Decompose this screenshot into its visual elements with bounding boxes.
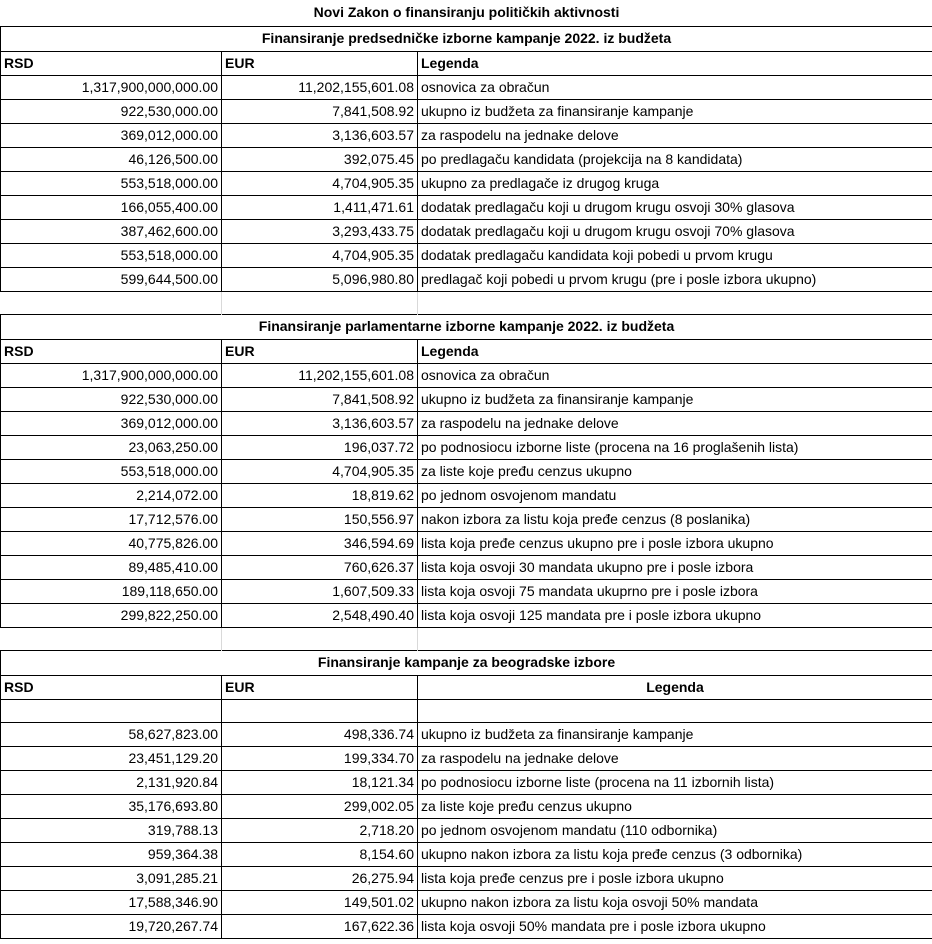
table-row [1,363,932,387]
table-row [1,435,932,459]
cell-legend[interactable]: za raspodelu na jednake delove [418,746,932,770]
cell-rsd[interactable]: 959,364.38 [1,842,222,866]
table-row [1,171,932,195]
column-header-rsd[interactable]: RSD [1,339,222,363]
cell-eur[interactable] [222,699,418,722]
cell-eur[interactable]: 4,704,905.35 [222,243,418,267]
column-header-legend[interactable]: Legenda [418,339,932,363]
spacer-row [1,627,932,650]
cell-legend[interactable]: po podnosiocu izborne liste (procena na 11 izbornih lista) [418,770,932,794]
cell-rsd[interactable]: 17,712,576.00 [1,507,222,531]
cell-eur[interactable]: 760,626.37 [222,555,418,579]
cell-legend[interactable]: ukupno nakon izbora za listu koja pređe cenzus (3 odbornika) [418,842,932,866]
section-heading-row [1,314,932,339]
column-header-eur[interactable]: EUR [222,675,418,699]
cell-legend[interactable]: po jednom osvojenom mandatu [418,483,932,507]
cell-eur[interactable]: 167,622.36 [222,914,418,938]
cell-legend[interactable]: ukupno nakon izbora za listu koja osvoji 50% mandata [418,890,932,914]
cell-eur[interactable]: 4,704,905.35 [222,171,418,195]
cell-legend[interactable]: dodatak predlagaču kandidata koji pobedi u prvom krugu [418,243,932,267]
cell-legend[interactable]: po predlagaču kandidata (projekcija na 8 kandidata) [418,147,932,171]
cell-eur[interactable]: 8,154.60 [222,842,418,866]
cell-rsd[interactable]: 553,518,000.00 [1,243,222,267]
table-row [1,267,932,291]
cell-eur[interactable]: 150,556.97 [222,507,418,531]
cell-eur[interactable]: 346,594.69 [222,531,418,555]
cell-legend[interactable]: za raspodelu na jednake delove [418,411,932,435]
empty-cell[interactable] [1,291,222,314]
cell-legend[interactable]: za liste koje pređu cenzus ukupno [418,459,932,483]
table-row [1,555,932,579]
table-row [1,579,932,603]
cell-eur[interactable]: 196,037.72 [222,435,418,459]
empty-cell[interactable] [418,291,932,314]
cell-eur[interactable]: 1,607,509.33 [222,579,418,603]
cell-legend[interactable]: lista koja pređe cenzus pre i posle izbora ukupno [418,866,932,890]
table-row [1,507,932,531]
column-header-row [1,339,932,363]
cell-legend[interactable]: osnovica za obračun [418,75,932,99]
table-row [1,699,932,722]
cell-rsd[interactable]: 46,126,500.00 [1,147,222,171]
cell-eur[interactable]: 11,202,155,601.08 [222,363,418,387]
cell-eur[interactable]: 3,293,433.75 [222,219,418,243]
cell-rsd[interactable]: 922,530,000.00 [1,387,222,411]
cell-legend[interactable]: za raspodelu na jednake delove [418,123,932,147]
empty-cell[interactable] [1,627,222,650]
cell-eur[interactable]: 299,002.05 [222,794,418,818]
cell-rsd[interactable]: 23,451,129.20 [1,746,222,770]
cell-legend[interactable] [418,699,932,722]
cell-rsd[interactable]: 3,091,285.21 [1,866,222,890]
cell-legend[interactable]: lista koja osvoji 75 mandata ukuprno pre i posle izbora [418,579,932,603]
table-row [1,483,932,507]
cell-rsd[interactable]: 89,485,410.00 [1,555,222,579]
cell-eur[interactable]: 149,501.02 [222,890,418,914]
cell-eur[interactable]: 7,841,508.92 [222,387,418,411]
table-row [1,195,932,219]
cell-eur[interactable]: 26,275.94 [222,866,418,890]
table-row [1,603,932,627]
cell-rsd[interactable]: 319,788.13 [1,818,222,842]
table-body [1,0,932,938]
cell-eur[interactable]: 4,704,905.35 [222,459,418,483]
cell-rsd[interactable]: 17,588,346.90 [1,890,222,914]
cell-rsd[interactable]: 58,627,823.00 [1,722,222,746]
cell-legend[interactable]: lista koja osvoji 50% mandata pre i posle izbora ukupno [418,914,932,938]
table-row [1,219,932,243]
cell-legend[interactable]: po jednom osvojenom mandatu (110 odbornika) [418,818,932,842]
cell-rsd[interactable] [1,699,222,722]
cell-legend[interactable]: lista koja osvoji 125 mandata pre i posle izbora ukupno [418,603,932,627]
table-row [1,722,932,746]
cell-eur[interactable]: 7,841,508.92 [222,99,418,123]
section-heading-row [1,26,932,51]
cell-rsd[interactable]: 189,118,650.00 [1,579,222,603]
cell-rsd[interactable]: 369,012,000.00 [1,411,222,435]
cell-legend[interactable]: lista koja pređe cenzus ukupno pre i posle izbora ukupno [418,531,932,555]
table-row [1,531,932,555]
spacer-row [1,291,932,314]
cell-legend[interactable]: nakon izbora za listu koja pređe cenzus (8 poslanika) [418,507,932,531]
cell-eur[interactable]: 18,819.62 [222,483,418,507]
empty-cell[interactable] [222,627,418,650]
column-header-rsd[interactable]: RSD [1,675,222,699]
cell-legend[interactable]: lista koja osvoji 30 mandata ukupno pre i posle izbora [418,555,932,579]
cell-legend[interactable]: osnovica za obračun [418,363,932,387]
section-title[interactable]: Finansiranje parlamentarne izborne kampanje 2022. iz budžeta [1,314,932,339]
cell-eur[interactable]: 1,411,471.61 [222,195,418,219]
cell-rsd[interactable]: 1,317,900,000,000.00 [1,75,222,99]
cell-rsd[interactable]: 599,644,500.00 [1,267,222,291]
empty-cell[interactable] [222,291,418,314]
cell-eur[interactable]: 199,334.70 [222,746,418,770]
cell-legend[interactable]: ukupno iz budžeta za finansiranje kampanje [418,99,932,123]
table-row [1,411,932,435]
cell-legend[interactable]: dodatak predlagaču koji u drugom krugu osvoji 30% glasova [418,195,932,219]
cell-eur[interactable]: 3,136,603.57 [222,123,418,147]
cell-rsd[interactable]: 2,131,920.84 [1,770,222,794]
cell-eur[interactable]: 3,136,603.57 [222,411,418,435]
cell-rsd[interactable]: 553,518,000.00 [1,171,222,195]
empty-cell[interactable] [418,627,932,650]
column-header-row [1,675,932,699]
table-row [1,794,932,818]
cell-rsd[interactable]: 553,518,000.00 [1,459,222,483]
table-row [1,123,932,147]
cell-rsd[interactable]: 19,720,267.74 [1,914,222,938]
cell-rsd[interactable]: 166,055,400.00 [1,195,222,219]
cell-legend[interactable]: za liste koje pređu cenzus ukupno [418,794,932,818]
cell-legend[interactable]: ukupno iz budžeta za finansiranje kampanje [418,722,932,746]
cell-eur[interactable]: 18,121.34 [222,770,418,794]
cell-eur[interactable]: 392,075.45 [222,147,418,171]
section-title[interactable]: Finansiranje kampanje za beogradske izbore [1,650,932,675]
cell-rsd[interactable]: 369,012,000.00 [1,123,222,147]
section-heading-row [1,650,932,675]
column-header-rsd[interactable]: RSD [1,51,222,75]
cell-rsd[interactable]: 299,822,250.00 [1,603,222,627]
cell-rsd[interactable]: 23,063,250.00 [1,435,222,459]
table-row [1,147,932,171]
table-row [1,75,932,99]
title-row [1,0,932,26]
table-row [1,99,932,123]
page-title[interactable]: Novi Zakon o finansiranju političkih aktivnosti [313,4,620,21]
cell-eur[interactable]: 2,548,490.40 [222,603,418,627]
table-row [1,459,932,483]
cell-eur[interactable]: 2,718.20 [222,818,418,842]
table-row [1,914,932,938]
cell-legend[interactable]: predlagač koji pobedi u prvom krugu (pre i posle izbora ukupno) [418,267,932,291]
cell-rsd[interactable]: 922,530,000.00 [1,99,222,123]
table-row [1,243,932,267]
table-row [1,818,932,842]
table-row [1,387,932,411]
cell-legend[interactable]: dodatak predlagaču koji u drugom krugu osvoji 70% glasova [418,219,932,243]
cell-rsd[interactable]: 387,462,600.00 [1,219,222,243]
cell-rsd[interactable]: 1,317,900,000,000.00 [1,363,222,387]
section-title[interactable]: Finansiranje predsedničke izborne kampanje 2022. iz budžeta [1,26,932,51]
cell-rsd[interactable]: 40,775,826.00 [1,531,222,555]
table-row [1,842,932,866]
column-header-eur[interactable]: EUR [222,51,418,75]
cell-eur[interactable]: 11,202,155,601.08 [222,75,418,99]
cell-legend[interactable]: ukupno za predlagače iz drugog kruga [418,171,932,195]
table-row [1,770,932,794]
cell-legend[interactable]: po podnosiocu izborne liste (procena na 16 proglašenih lista) [418,435,932,459]
column-header-legend[interactable]: Legenda [418,51,932,75]
cell-eur[interactable]: 5,096,980.80 [222,267,418,291]
cell-legend[interactable]: ukupno iz budžeta za finansiranje kampanje [418,387,932,411]
cell-eur[interactable]: 498,336.74 [222,722,418,746]
cell-rsd[interactable]: 35,176,693.80 [1,794,222,818]
table-row [1,746,932,770]
cell-rsd[interactable]: 2,214,072.00 [1,483,222,507]
table-row [1,866,932,890]
column-header-row [1,51,932,75]
table-row [1,890,932,914]
column-header-eur[interactable]: EUR [222,339,418,363]
column-header-legend[interactable]: Legenda [418,675,932,699]
